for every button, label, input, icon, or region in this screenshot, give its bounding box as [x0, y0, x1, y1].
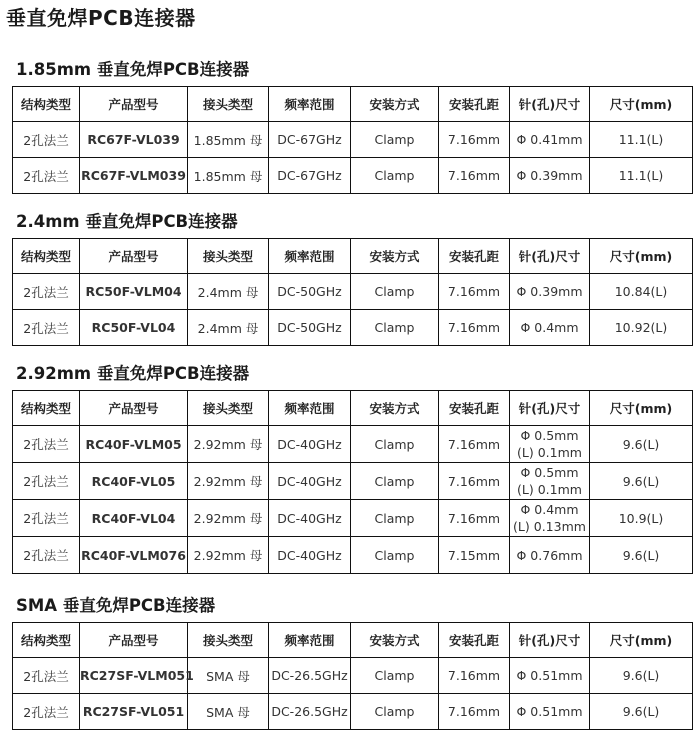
header-hole-spacing: 安装孔距 [439, 623, 510, 658]
header-model: 产品型号 [80, 391, 188, 426]
header-frequency: 频率范围 [269, 87, 351, 122]
cell-hole-spacing: 7.16mm [439, 694, 510, 730]
cell-connector: SMA 母 [188, 694, 269, 730]
table-header [13, 239, 693, 274]
table-row [13, 500, 693, 537]
cell-size: 10.9(L) [590, 500, 693, 537]
cell-mount: Clamp [351, 274, 439, 310]
cell-pin-size [510, 426, 590, 463]
cell-structure: 2孔法兰 [13, 537, 80, 574]
header-connector: 接头类型 [188, 87, 269, 122]
product-table [12, 238, 693, 346]
cell-pin-size: Φ 0.4mm [510, 310, 590, 346]
pin-diameter: Φ 0.5mm [520, 465, 579, 480]
cell-connector: 2.92mm 母 [188, 537, 269, 574]
header-model: 产品型号 [80, 87, 188, 122]
cell-mount: Clamp [351, 694, 439, 730]
header-pin-size: 针(孔)尺寸 [510, 239, 590, 274]
cell-hole-spacing: 7.16mm [439, 426, 510, 463]
section-title: 1.85mm 垂直免焊PCB连接器 [16, 60, 250, 79]
cell-size: 10.84(L) [590, 274, 693, 310]
table-row [13, 426, 693, 463]
table-row [13, 274, 693, 310]
cell-hole-spacing: 7.16mm [439, 122, 510, 158]
table-row [13, 537, 693, 574]
header-frequency: 频率范围 [269, 391, 351, 426]
cell-frequency: DC-40GHz [269, 463, 351, 500]
pin-diameter: Φ 0.4mm [520, 502, 579, 517]
cell-model: RC50F-VL04 [80, 310, 188, 346]
header-structure: 结构类型 [13, 239, 80, 274]
cell-model: RC67F-VLM039 [80, 158, 188, 194]
cell-frequency: DC-67GHz [269, 122, 351, 158]
cell-pin-size [510, 500, 590, 537]
cell-structure: 2孔法兰 [13, 158, 80, 194]
table-row [13, 158, 693, 194]
cell-connector: 2.4mm 母 [188, 310, 269, 346]
cell-frequency: DC-40GHz [269, 426, 351, 463]
cell-size: 9.6(L) [590, 658, 693, 694]
cell-pin-size: Φ 0.39mm [510, 158, 590, 194]
cell-hole-spacing: 7.15mm [439, 537, 510, 574]
product-table [12, 622, 693, 730]
header-pin-size: 针(孔)尺寸 [510, 391, 590, 426]
cell-hole-spacing: 7.16mm [439, 158, 510, 194]
cell-mount: Clamp [351, 537, 439, 574]
cell-pin-size: Φ 0.51mm [510, 658, 590, 694]
header-frequency: 频率范围 [269, 623, 351, 658]
header-hole-spacing: 安装孔距 [439, 239, 510, 274]
table-header [13, 623, 693, 658]
cell-pin-size: Φ 0.41mm [510, 122, 590, 158]
header-hole-spacing: 安装孔距 [439, 391, 510, 426]
cell-model: RC40F-VL05 [80, 463, 188, 500]
table-row [13, 122, 693, 158]
cell-model: RC40F-VL04 [80, 500, 188, 537]
cell-model: RC67F-VL039 [80, 122, 188, 158]
cell-frequency: DC-40GHz [269, 537, 351, 574]
cell-pin-size: Φ 0.51mm [510, 694, 590, 730]
cell-size: 9.6(L) [590, 463, 693, 500]
header-model: 产品型号 [80, 623, 188, 658]
cell-connector: 2.92mm 母 [188, 463, 269, 500]
product-table [12, 390, 693, 574]
cell-mount: Clamp [351, 310, 439, 346]
table-header [13, 391, 693, 426]
header-mount: 安装方式 [351, 391, 439, 426]
header-model: 产品型号 [80, 239, 188, 274]
cell-structure: 2孔法兰 [13, 122, 80, 158]
cell-mount: Clamp [351, 122, 439, 158]
cell-structure: 2孔法兰 [13, 694, 80, 730]
cell-connector: 1.85mm 母 [188, 158, 269, 194]
header-size: 尺寸(mm) [590, 623, 693, 658]
cell-frequency: DC-40GHz [269, 500, 351, 537]
cell-pin-size: Φ 0.76mm [510, 537, 590, 574]
header-mount: 安装方式 [351, 239, 439, 274]
product-table [12, 86, 693, 194]
pin-length: (L) 0.1mm [517, 445, 582, 460]
table-header [13, 87, 693, 122]
cell-structure: 2孔法兰 [13, 658, 80, 694]
cell-hole-spacing: 7.16mm [439, 500, 510, 537]
cell-mount: Clamp [351, 158, 439, 194]
section-title: 2.92mm 垂直免焊PCB连接器 [16, 364, 250, 383]
pin-length: (L) 0.1mm [517, 482, 582, 497]
header-connector: 接头类型 [188, 623, 269, 658]
cell-connector: SMA 母 [188, 658, 269, 694]
cell-hole-spacing: 7.16mm [439, 658, 510, 694]
cell-frequency: DC-67GHz [269, 158, 351, 194]
cell-model: RC27SF-VLM051 [80, 658, 188, 694]
header-connector: 接头类型 [188, 391, 269, 426]
cell-pin-size: Φ 0.39mm [510, 274, 590, 310]
section-2-92mm [12, 362, 692, 574]
cell-connector: 2.92mm 母 [188, 426, 269, 463]
cell-connector: 1.85mm 母 [188, 122, 269, 158]
header-structure: 结构类型 [13, 623, 80, 658]
cell-model: RC40F-VLM05 [80, 426, 188, 463]
cell-structure: 2孔法兰 [13, 274, 80, 310]
header-mount: 安装方式 [351, 87, 439, 122]
cell-mount: Clamp [351, 500, 439, 537]
section-title: SMA 垂直免焊PCB连接器 [16, 596, 216, 615]
cell-structure: 2孔法兰 [13, 463, 80, 500]
page-title: 垂直免焊PCB连接器 [6, 6, 196, 30]
cell-hole-spacing: 7.16mm [439, 310, 510, 346]
cell-structure: 2孔法兰 [13, 500, 80, 537]
cell-size: 9.6(L) [590, 426, 693, 463]
table-row [13, 310, 693, 346]
cell-connector: 2.4mm 母 [188, 274, 269, 310]
table-row [13, 463, 693, 500]
header-size: 尺寸(mm) [590, 391, 693, 426]
cell-hole-spacing: 7.16mm [439, 274, 510, 310]
header-connector: 接头类型 [188, 239, 269, 274]
cell-structure: 2孔法兰 [13, 426, 80, 463]
header-hole-spacing: 安装孔距 [439, 87, 510, 122]
section-title: 2.4mm 垂直免焊PCB连接器 [16, 212, 238, 231]
cell-model: RC50F-VLM04 [80, 274, 188, 310]
cell-mount: Clamp [351, 426, 439, 463]
cell-hole-spacing: 7.16mm [439, 463, 510, 500]
cell-mount: Clamp [351, 658, 439, 694]
cell-size: 9.6(L) [590, 694, 693, 730]
header-structure: 结构类型 [13, 87, 80, 122]
cell-size: 11.1(L) [590, 122, 693, 158]
section-2-4mm [12, 210, 692, 346]
cell-mount: Clamp [351, 463, 439, 500]
section-sma [12, 594, 692, 730]
cell-pin-size [510, 463, 590, 500]
pin-length: (L) 0.13mm [513, 519, 586, 534]
cell-frequency: DC-26.5GHz [269, 658, 351, 694]
cell-frequency: DC-50GHz [269, 274, 351, 310]
header-pin-size: 针(孔)尺寸 [510, 623, 590, 658]
cell-size: 11.1(L) [590, 158, 693, 194]
cell-model: RC27SF-VL051 [80, 694, 188, 730]
table-row [13, 658, 693, 694]
cell-size: 9.6(L) [590, 537, 693, 574]
header-structure: 结构类型 [13, 391, 80, 426]
pin-diameter: Φ 0.5mm [520, 428, 579, 443]
section-1-85mm [12, 58, 692, 194]
header-mount: 安装方式 [351, 623, 439, 658]
header-frequency: 频率范围 [269, 239, 351, 274]
header-size: 尺寸(mm) [590, 87, 693, 122]
cell-structure: 2孔法兰 [13, 310, 80, 346]
cell-frequency: DC-26.5GHz [269, 694, 351, 730]
cell-model: RC40F-VLM076 [80, 537, 188, 574]
header-size: 尺寸(mm) [590, 239, 693, 274]
table-row [13, 694, 693, 730]
cell-size: 10.92(L) [590, 310, 693, 346]
cell-connector: 2.92mm 母 [188, 500, 269, 537]
cell-frequency: DC-50GHz [269, 310, 351, 346]
header-pin-size: 针(孔)尺寸 [510, 87, 590, 122]
